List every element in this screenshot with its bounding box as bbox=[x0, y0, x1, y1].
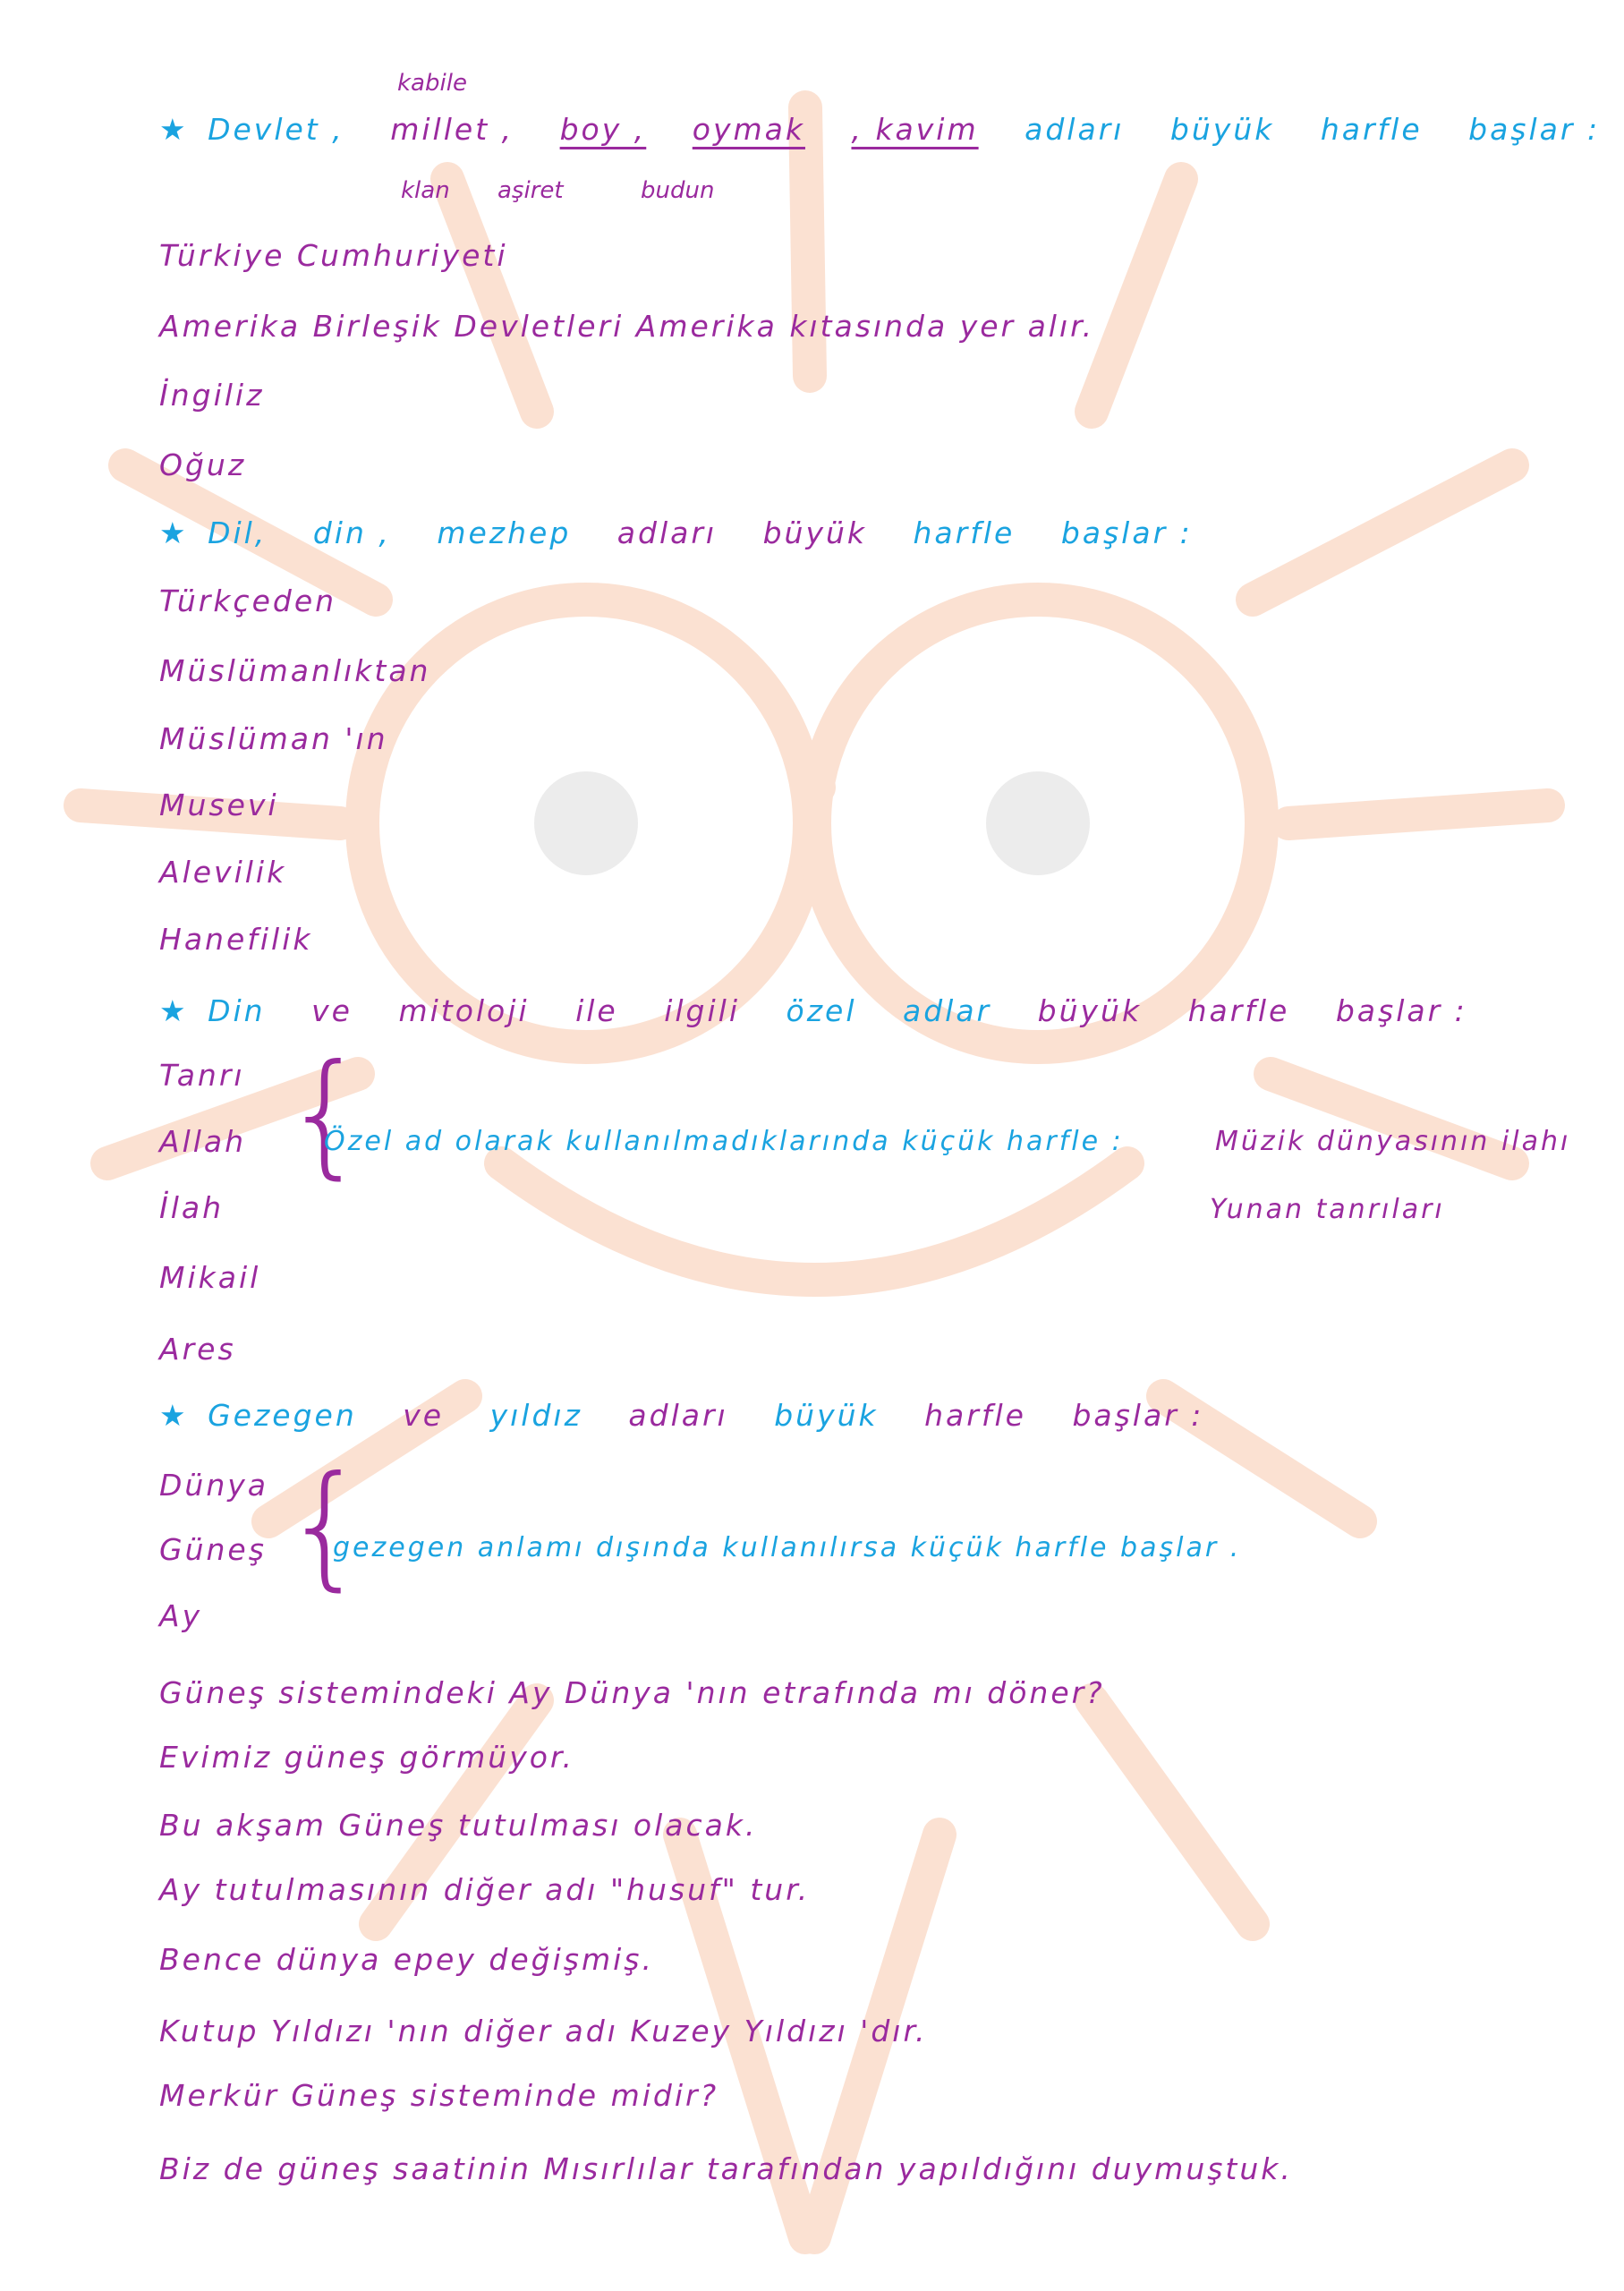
rule-word: harfle bbox=[924, 1398, 1026, 1433]
example-sentence: Güneş sistemindeki Ay Dünya 'nın etrafında mı döner? bbox=[159, 1675, 1105, 1710]
note-klan: klan bbox=[401, 177, 450, 204]
rule-word: boy , bbox=[559, 112, 647, 147]
star-icon: ★ bbox=[159, 112, 189, 147]
note-kabile: kabile bbox=[397, 70, 467, 97]
example-sentence: Merkür Güneş sisteminde midir? bbox=[159, 2078, 719, 2113]
rule-din-heading bbox=[159, 993, 1467, 1028]
rule-dil-heading bbox=[159, 515, 1193, 550]
rule-devlet-heading bbox=[159, 112, 1600, 147]
example-sentence: Biz de güneş saatinin Mısırlılar tarafından yapıldığını duymuştuk. bbox=[159, 2151, 1293, 2186]
example-line: İngiliz bbox=[159, 378, 265, 413]
note-budun: budun bbox=[641, 177, 715, 204]
rule-word: , kavim bbox=[851, 112, 979, 147]
rule-word: Dil, bbox=[208, 515, 268, 550]
example-line: Müslüman 'ın bbox=[159, 721, 388, 756]
example-line: Güneş bbox=[159, 1532, 267, 1567]
rule-word: büyük bbox=[762, 515, 868, 550]
example-sentence: Ay tutulmasının diğer adı "husuf" tur. bbox=[159, 1872, 811, 1907]
rule-word: adları bbox=[616, 515, 718, 550]
rule-word: harfle bbox=[913, 515, 1016, 550]
rule-word: başlar : bbox=[1072, 1398, 1204, 1433]
rule-word: adlar bbox=[903, 993, 992, 1028]
rule-word: büyük bbox=[1037, 993, 1143, 1028]
rule-word: Gezegen bbox=[208, 1398, 357, 1433]
note-muzik: Müzik dünyasının ilahı bbox=[1215, 1126, 1571, 1157]
example-sentence: Bu akşam Güneş tutulması olacak. bbox=[159, 1808, 758, 1843]
example-line: İlah bbox=[159, 1190, 225, 1225]
rule-word: harfle bbox=[1320, 112, 1423, 147]
rule-word: yıldız bbox=[489, 1398, 582, 1433]
example-line: Alevilik bbox=[159, 855, 287, 890]
rule-word: ve bbox=[311, 993, 353, 1028]
example-line: Türkçeden bbox=[159, 583, 337, 618]
rule-word: ve bbox=[403, 1398, 445, 1433]
rule-gezegen-heading bbox=[159, 1398, 1203, 1433]
example-line: Türkiye Cumhuriyeti bbox=[159, 238, 508, 273]
example-line: Allah bbox=[159, 1124, 247, 1159]
example-line: Amerika Birleşik Devletleri Amerika kıtasında yer alır. bbox=[159, 309, 1095, 344]
example-line: Mikail bbox=[159, 1260, 261, 1295]
example-line: Ares bbox=[159, 1332, 236, 1367]
example-line: Hanefilik bbox=[159, 922, 313, 957]
example-line: Ay bbox=[159, 1598, 203, 1633]
rule-word: Din bbox=[208, 993, 266, 1028]
rule-word: oymak bbox=[692, 112, 805, 147]
rule-word: mezhep bbox=[437, 515, 572, 550]
rule-word: büyük bbox=[774, 1398, 879, 1433]
note-yunan: Yunan tanrıları bbox=[1210, 1194, 1445, 1225]
rule-word: başlar : bbox=[1060, 515, 1193, 550]
example-line: Oğuz bbox=[159, 447, 247, 482]
rule-word: ilgili bbox=[664, 993, 741, 1028]
example-sentence: Kutup Yıldızı 'nın diğer adı Kuzey Yıldızı 'dır. bbox=[159, 2014, 928, 2048]
example-line: Dünya bbox=[159, 1468, 268, 1503]
rule-word: başlar : bbox=[1335, 993, 1467, 1028]
rule-word: adları bbox=[628, 1398, 728, 1433]
rule-word: büyük bbox=[1169, 112, 1275, 147]
rule-word: adları bbox=[1025, 112, 1125, 147]
rule-word: ile bbox=[575, 993, 618, 1028]
note-gezegen-anlami: gezegen anlamı dışında kullanılırsa küçük harfle başlar . bbox=[333, 1532, 1242, 1563]
curly-brace-icon: { bbox=[283, 1448, 369, 1604]
note-asiret: aşiret bbox=[497, 177, 564, 204]
rule-word: harfle bbox=[1187, 993, 1290, 1028]
star-icon: ★ bbox=[159, 1398, 189, 1433]
example-line: Musevi bbox=[159, 788, 279, 822]
example-sentence: Evimiz güneş görmüyor. bbox=[159, 1740, 574, 1775]
star-icon: ★ bbox=[159, 515, 189, 550]
example-sentence: Bence dünya epey değişmiş. bbox=[159, 1942, 654, 1977]
example-line: Tanrı bbox=[159, 1058, 245, 1093]
example-line: Müslümanlıktan bbox=[159, 653, 431, 688]
rule-word: Devlet , bbox=[208, 112, 344, 147]
rule-word: mitoloji bbox=[398, 993, 530, 1028]
rule-word: din , bbox=[312, 515, 391, 550]
rule-word: başlar : bbox=[1468, 112, 1601, 147]
rule-word: millet , bbox=[390, 112, 514, 147]
note-ozel-ad: Özel ad olarak kullanılmadıklarında küçük harfle : bbox=[324, 1126, 1124, 1157]
rule-word: özel bbox=[786, 993, 857, 1028]
curly-brace-icon: { bbox=[283, 1036, 369, 1192]
star-icon: ★ bbox=[159, 993, 189, 1028]
